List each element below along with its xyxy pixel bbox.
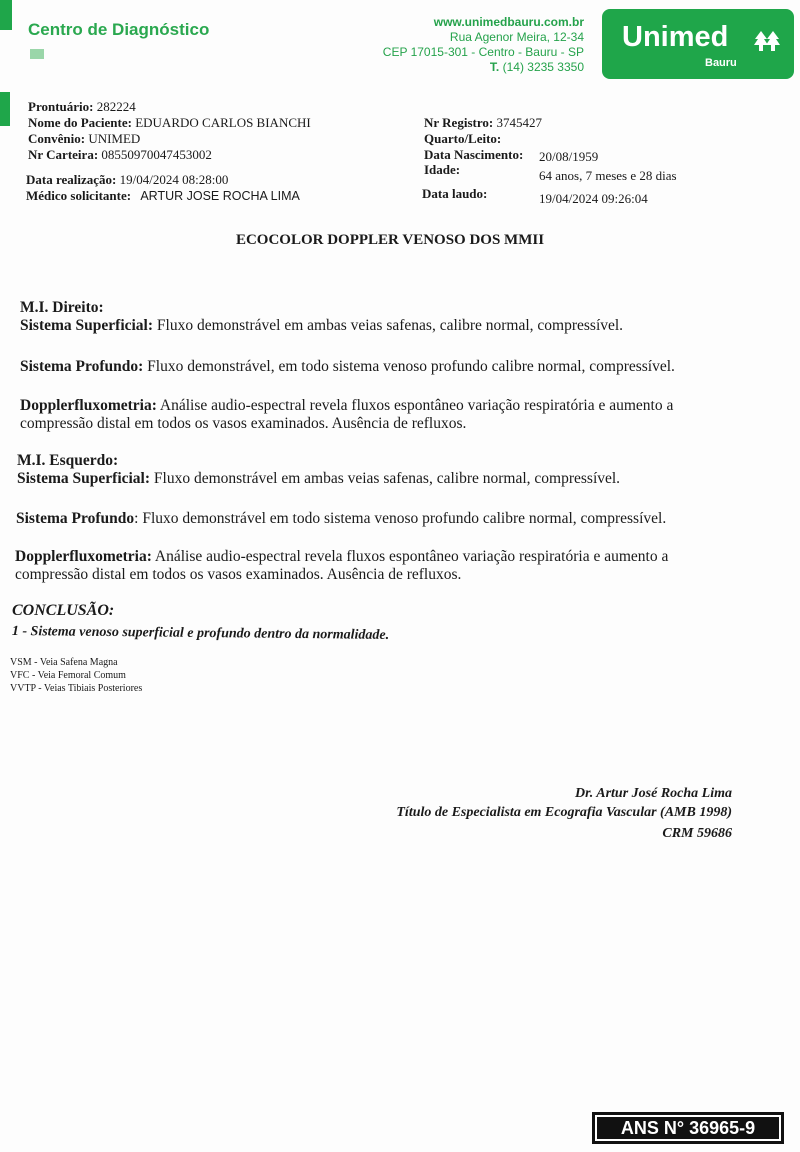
phone-label: T. [489,60,500,74]
idade-value: 64 anos, 7 meses e 28 dias [539,168,677,183]
nome-value: EDUARDO CARLOS BIANCHI [135,115,311,130]
nome-label: Nome do Paciente: [28,115,132,130]
carteira-label: Nr Carteira: [28,147,99,162]
registro-value: 3745427 [496,115,542,130]
logo-city: Bauru [705,57,737,69]
left-profundo-label: Sistema Profundo [16,510,135,527]
nascimento-label: Data Nascimento: [424,147,524,162]
idade-label-cell [424,162,460,177]
unimed-logo [602,9,794,79]
laudo-label-cell [422,186,487,201]
right-profundo-text: Fluxo demonstrável, em todo sistema venoso profundo calibre normal, compressível. [143,358,675,375]
right-doppler [20,397,735,433]
phone-number: (14) 3235 3350 [502,60,584,74]
signature-crm: CRM 59686 [662,826,732,841]
convenio-label: Convênio: [28,131,86,146]
prontuario-row [28,99,136,114]
right-profundo [20,358,740,376]
report-title: ECOCOLOR DOPPLER VENOSO DOS MMII [235,232,545,248]
realizacao-label: Data realização: [26,172,117,187]
left-superficial-text: Fluxo demonstrável em ambas veias safenas, calibre normal, compressível. [150,470,621,487]
left-limb-section [17,452,737,488]
nome-row [28,115,311,130]
right-superficial [20,317,740,335]
signature-title: Título de Especialista em Ecografia Vascular (AMB 1998) [396,805,732,820]
phone-line [490,60,584,74]
ans-badge [592,1112,784,1144]
center-logo-mark [30,49,44,59]
edge-mark-middle [0,92,10,126]
left-profundo-text: : Fluxo demonstrável em todo sistema venoso profundo calibre normal, compressível. [134,510,667,527]
quarto-row [424,131,501,146]
conclusion-title: CONCLUSÃO: [12,602,115,619]
logo-name: Unimed [622,21,729,53]
left-limb-heading: M.I. Esquerdo: [17,452,119,469]
prontuario-value: 282224 [96,99,136,114]
laudo-label: Data laudo: [422,186,488,201]
quarto-label: Quarto/Leito: [424,131,502,146]
convenio-value: UNIMED [88,131,141,146]
signature-name: Dr. Artur José Rocha Lima [574,786,732,801]
prontuario-label: Prontuário: [28,99,94,114]
edge-mark-top [0,0,12,30]
convenio-row [28,131,140,146]
unimed-tree-icon [754,29,780,53]
abbreviation-item: VSM - Veia Safena Magna [10,657,118,668]
idade-label: Idade: [424,162,461,177]
left-superficial [17,470,737,488]
realizacao-row [26,172,228,187]
left-superficial-label: Sistema Superficial: [17,470,151,487]
abbreviation-item: VVTP - Veias Tibiais Posteriores [10,683,143,694]
left-doppler-text: Análise audio-espectral revela fluxos espontâneo variação respiratória e aumento a compressão distal em todos os vasos examinados. Ausência de refluxos. [15,548,669,583]
realizacao-value: 19/04/2024 08:28:00 [119,172,229,187]
left-doppler-label: Dopplerfluxometria: [15,548,152,565]
right-limb-heading: M.I. Direito: [20,299,104,316]
right-superficial-label: Sistema Superficial: [20,317,154,334]
carteira-value: 08550970047453002 [101,147,212,162]
address-street: Rua Agenor Meira, 12-34 [449,30,584,44]
registro-row [424,115,542,130]
medico-label: Médico solicitante: [26,188,132,203]
right-doppler-text: Análise audio-espectral revela fluxos espontâneo variação respiratória e aumento a compressão distal em todos os vasos examinados. Ausência de refluxos. [20,397,674,432]
right-superficial-text: Fluxo demonstrável em ambas veias safenas, calibre normal, compressível. [153,317,624,334]
ans-number: ANS N° 36965-9 [597,1117,779,1139]
conclusion-text: 1 - Sistema venoso superficial e profundo dentro da normalidade. [11,624,390,643]
center-title: Centro de Diagnóstico [28,20,210,39]
website: www.unimedbauru.com.br [433,15,584,29]
carteira-row [28,147,212,162]
right-profundo-label: Sistema Profundo: [20,358,144,375]
laudo-value: 19/04/2024 09:26:04 [539,191,648,206]
abbreviation-item: VFC - Veia Femoral Comum [10,670,126,681]
left-doppler [15,548,730,584]
nascimento-label-cell [424,147,523,162]
right-doppler-label: Dopplerfluxometria: [20,397,157,414]
left-profundo [16,510,736,528]
nascimento-value: 20/08/1959 [539,149,599,164]
medico-row [26,188,300,204]
address-city: CEP 17015-301 - Centro - Bauru - SP [382,45,584,59]
medico-value: ARTUR JOSE ROCHA LIMA [140,189,300,203]
registro-label: Nr Registro: [424,115,494,130]
right-limb-section [20,299,740,335]
